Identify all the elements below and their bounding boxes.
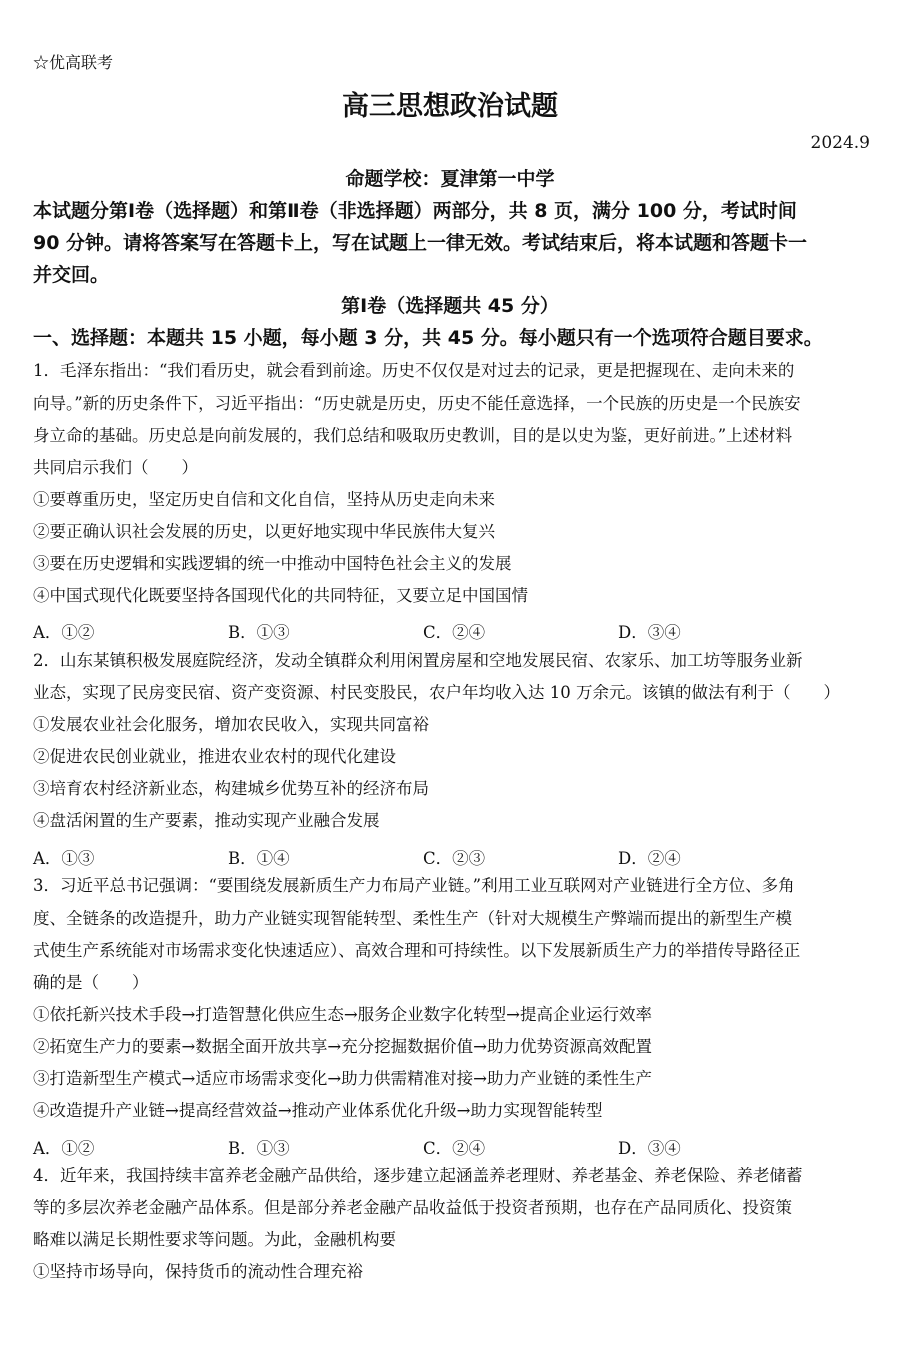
- intro-line: 并交回。: [33, 264, 110, 286]
- statement-item: ②促进农民创业就业，推进农业农村的现代化建设: [33, 747, 396, 766]
- question-stem-line: 3．习近平总书记强调：“要围绕发展新质生产力布局产业链。”利用工业互联网对产业链进行全方位、多角: [33, 876, 795, 895]
- answer-option-d[interactable]: D．③④: [618, 623, 681, 642]
- exam-instructions: [33, 195, 873, 291]
- statement-item: ①发展农业社会化服务，增加农民收入，实现共同富裕: [33, 715, 429, 734]
- statement-item: ②拓宽生产力的要素→数据全面开放共享→充分挖掘数据价值→助力优势资源高效配置: [33, 1037, 652, 1056]
- question-stem-line: 向导。”新的历史条件下，习近平指出：“历史就是历史，历史不能任意选择，一个民族的历史是一个民族安: [33, 394, 801, 413]
- answer-option-d[interactable]: D．③④: [618, 1139, 681, 1158]
- intro-line: 90 分钟。请将答案写在答题卡上，写在试题上一律无效。考试结束后，将本试题和答题卡一: [33, 232, 808, 254]
- intro-line: 本试题分第Ⅰ卷（选择题）和第Ⅱ卷（非选择题）两部分，共 8 页，满分 100 分，考试时间: [33, 200, 797, 222]
- page-title: 高三思想政治试题: [342, 91, 558, 122]
- answer-option-c[interactable]: C．②③: [423, 849, 486, 868]
- question-stem-line: 身立命的基础。历史总是向前发展的，我们总结和吸取历史教训，目的是以史为鉴，更好前进。”上述材料: [33, 426, 793, 445]
- answer-option-a[interactable]: A．①②: [33, 623, 95, 642]
- answer-option-b[interactable]: B．①③: [228, 623, 290, 642]
- answer-option-b[interactable]: B．①④: [228, 849, 290, 868]
- answer-option-a[interactable]: A．①②: [33, 1139, 95, 1158]
- question-stem-line: 共同启示我们（ ）: [33, 458, 198, 477]
- answer-option-b[interactable]: B．①③: [228, 1139, 290, 1158]
- question-stem-line: 等的多层次养老金融产品体系。但是部分养老金融产品收益低于投资者预期，也存在产品同质化、投资策: [33, 1198, 792, 1217]
- answer-option-d[interactable]: D．②④: [618, 849, 681, 868]
- answer-option-a[interactable]: A．①③: [33, 849, 95, 868]
- question-stem-line: 确的是（ ）: [33, 973, 149, 992]
- question-stem-line: 4．近年来，我国持续丰富养老金融产品供给，逐步建立起涵盖养老理财、养老基金、养老保险、养老储蓄: [33, 1166, 803, 1185]
- section-title: 第Ⅰ卷（选择题共 45 分）: [341, 295, 559, 317]
- statement-item: ④盘活闲置的生产要素，推动实现产业融合发展: [33, 811, 380, 830]
- statement-item: ③打造新型生产模式→适应市场需求变化→助力供需精准对接→助力产业链的柔性生产: [33, 1069, 652, 1088]
- statement-item: ①要尊重历史，坚定历史自信和文化自信，坚持从历史走向未来: [33, 490, 495, 509]
- question-stem-line: 2．山东某镇积极发展庭院经济，发动全镇群众利用闲置房屋和空地发展民宿、农家乐、加工坊等服务业新: [33, 651, 803, 670]
- statement-item: ②要正确认识社会发展的历史，以更好地实现中华民族伟大复兴: [33, 522, 495, 541]
- answer-option-c[interactable]: C．②④: [423, 623, 486, 642]
- question-stem-line: 式使生产系统能对市场需求变化快速适应）、高效合理和可持续性。以下发展新质生产力的举措传导路径正: [33, 941, 801, 960]
- exam-date: 2024.9: [810, 133, 870, 153]
- school-line: 命题学校：夏津第一中学: [345, 168, 555, 190]
- statement-item: ③要在历史逻辑和实践逻辑的统一中推动中国特色社会主义的发展: [33, 554, 512, 573]
- question-stem-line: 1．毛泽东指出：“我们看历史，就会看到前途。历史不仅仅是对过去的记录，更是把握现在、走向未来的: [33, 361, 795, 380]
- statement-item: ①坚持市场导向，保持货币的流动性合理充裕: [33, 1262, 363, 1281]
- statement-item: ①依托新兴技术手段→打造智慧化供应生态→服务企业数字化转型→提高企业运行效率: [33, 1005, 652, 1024]
- question-stem-line: 度、全链条的改造提升，助力产业链实现智能转型、柔性生产（针对大规模生产弊端而提出的新型生产模: [33, 909, 792, 928]
- question-stem-line: 略难以满足长期性要求等问题。为此，金融机构要: [33, 1230, 396, 1249]
- statement-item: ④中国式现代化既要坚持各国现代化的共同特征，又要立足中国国情: [33, 586, 528, 605]
- section-instruction: 一、选择题：本题共 15 小题，每小题 3 分，共 45 分。每小题只有一个选项符合题目要求。: [33, 327, 823, 349]
- answer-option-c[interactable]: C．②④: [423, 1139, 486, 1158]
- question-stem-line: 业态，实现了民房变民宿、资产变资源、村民变股民，农户年均收入达 10 万余元。该镇的做法有利于（ ）: [33, 683, 840, 702]
- statement-item: ③培育农村经济新业态，构建城乡优势互补的经济布局: [33, 779, 429, 798]
- brand-label: ☆优高联考: [33, 53, 114, 72]
- statement-item: ④改造提升产业链→提高经营效益→推动产业体系优化升级→助力实现智能转型: [33, 1101, 603, 1120]
